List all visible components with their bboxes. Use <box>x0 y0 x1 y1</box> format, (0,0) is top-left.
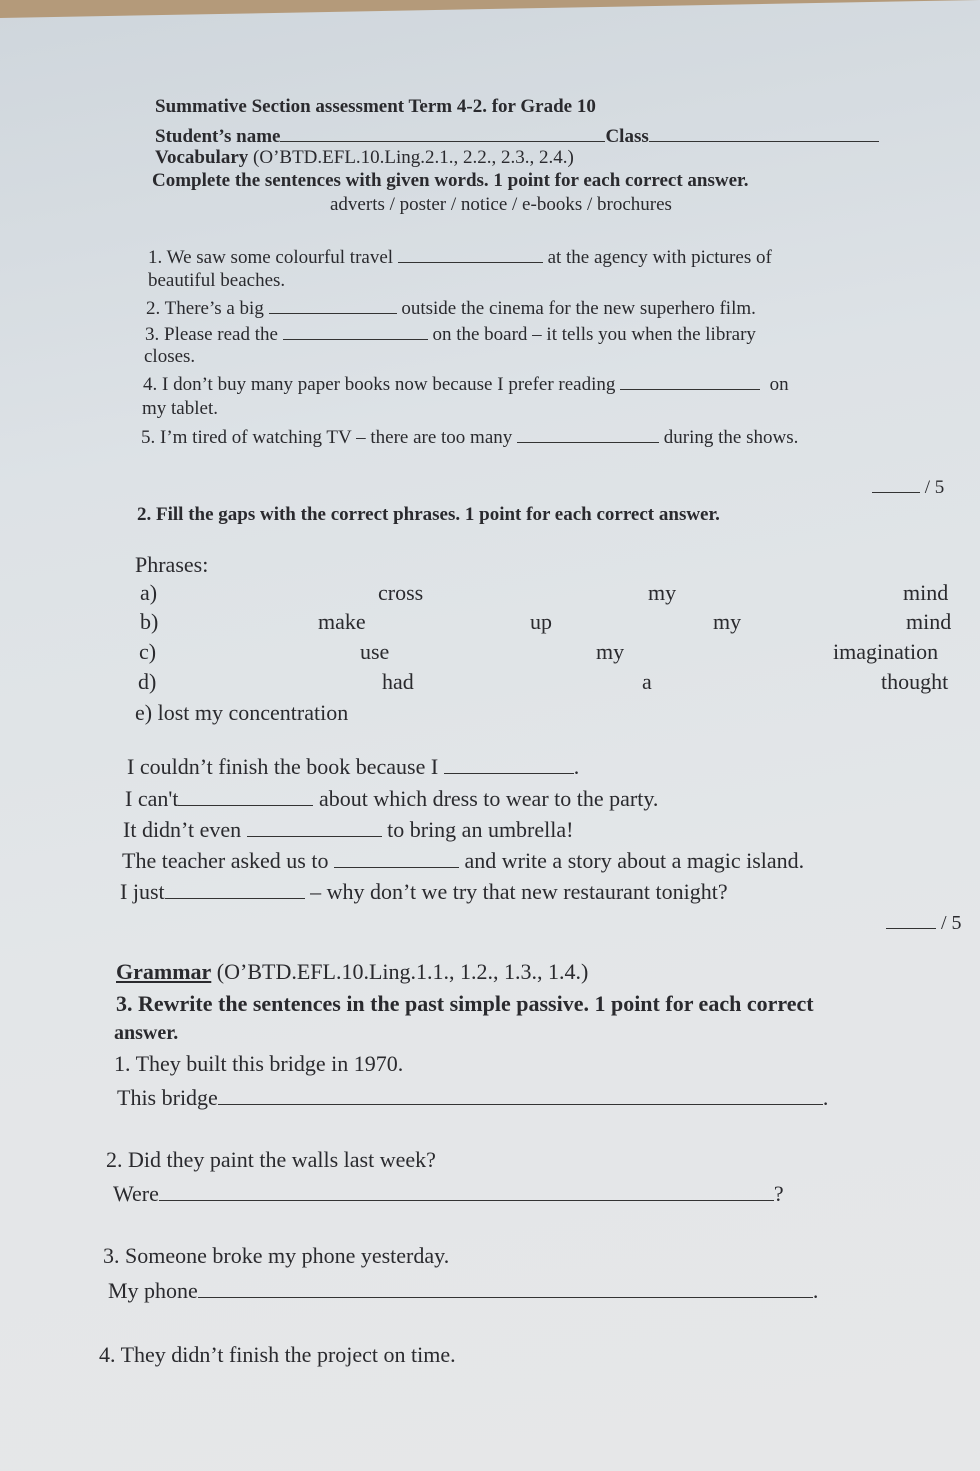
student-name-label: Student’s name <box>155 126 281 147</box>
answer-blank[interactable] <box>218 1082 823 1105</box>
section1-item: 3. Please read the on the board – it tells you when the library <box>145 320 756 346</box>
answer-blank[interactable] <box>398 243 543 263</box>
table-surface <box>0 0 980 18</box>
student-name-field[interactable] <box>280 122 605 142</box>
section2-instruction: 2. Fill the gaps with the correct phrases. 1 point for each correct answer. <box>137 504 720 525</box>
section3-instruction: 3. Rewrite the sentences in the past simple passive. 1 point for each correct <box>116 991 814 1016</box>
answer-blank[interactable] <box>165 876 305 899</box>
grammar-answer-line: This bridge . <box>117 1082 828 1111</box>
answer-blank[interactable] <box>198 1275 813 1298</box>
grammar-question: 4. They didn’t finish the project on time. <box>99 1342 456 1367</box>
section1-instruction: Complete the sentences with given words. 1 point for each correct answer. <box>152 170 749 191</box>
answer-blank[interactable] <box>283 320 428 340</box>
answer-blank[interactable] <box>444 751 574 774</box>
section3-instruction-cont: answer. <box>114 1022 179 1044</box>
answer-blank[interactable] <box>269 294 397 314</box>
vocabulary-label: Vocabulary <box>155 147 249 168</box>
section2-sentence: It didn’t even to bring an umbrella! <box>123 814 573 843</box>
grammar-question: 1. They built this bridge in 1970. <box>114 1051 404 1076</box>
student-name-row <box>155 122 879 148</box>
section1-item-cont: beautiful beaches. <box>148 270 286 291</box>
page-title: Summative Section assessment Term 4-2. for Grade 10 <box>155 96 596 117</box>
vocabulary-heading <box>155 147 574 169</box>
phrase-e: e) lost my concentration <box>135 700 349 725</box>
grammar-label: Grammar <box>116 959 212 984</box>
class-field[interactable] <box>649 122 879 142</box>
score-blank[interactable] <box>886 908 936 929</box>
grammar-question: 3. Someone broke my phone yesterday. <box>103 1243 450 1268</box>
grammar-codes: (O’BTD.EFL.10.Ling.1.1., 1.2., 1.3., 1.4.) <box>216 959 589 984</box>
answer-blank[interactable] <box>178 783 313 806</box>
section1-item-cont: closes. <box>144 346 196 367</box>
section2-sentence: I couldn’t finish the book because I . <box>127 751 579 780</box>
answer-blank[interactable] <box>334 845 459 868</box>
vocabulary-codes: (O’BTD.EFL.10.Ling.2.1., 2.2., 2.3., 2.4.) <box>253 147 574 168</box>
class-label: Class <box>605 126 649 147</box>
section2-sentence: I just – why don’t we try that new restaurant tonight? <box>120 876 728 905</box>
grammar-heading <box>116 959 588 985</box>
answer-blank[interactable] <box>620 370 760 390</box>
section2-sentence: The teacher asked us to and write a story about a magic island. <box>122 845 804 874</box>
section2-sentence: I can't about which dress to wear to the party. <box>125 783 658 812</box>
phrases-label: Phrases: <box>135 552 209 577</box>
section1-item: 4. I don’t buy many paper books now because I prefer reading on <box>143 370 789 396</box>
section1-item: 2. There’s a big outside the cinema for the new superhero film. <box>146 294 756 320</box>
section1-item: 5. I’m tired of watching TV – there are too many during the shows. <box>141 423 798 449</box>
section1-item: 1. We saw some colourful travel at the agency with pictures of <box>148 243 772 269</box>
section1-score: / 5 <box>872 473 944 499</box>
answer-blank[interactable] <box>159 1178 774 1201</box>
answer-blank[interactable] <box>247 814 382 837</box>
grammar-answer-line: My phone . <box>108 1275 818 1304</box>
section1-item-cont: my tablet. <box>142 398 218 419</box>
answer-blank[interactable] <box>517 423 659 443</box>
section2-score: / 5 <box>886 908 962 935</box>
grammar-question: 2. Did they paint the walls last week? <box>106 1147 436 1172</box>
word-bank: adverts / poster / notice / e-books / brochures <box>330 194 672 215</box>
score-blank[interactable] <box>872 473 920 493</box>
grammar-answer-line: Were ? <box>113 1178 784 1207</box>
